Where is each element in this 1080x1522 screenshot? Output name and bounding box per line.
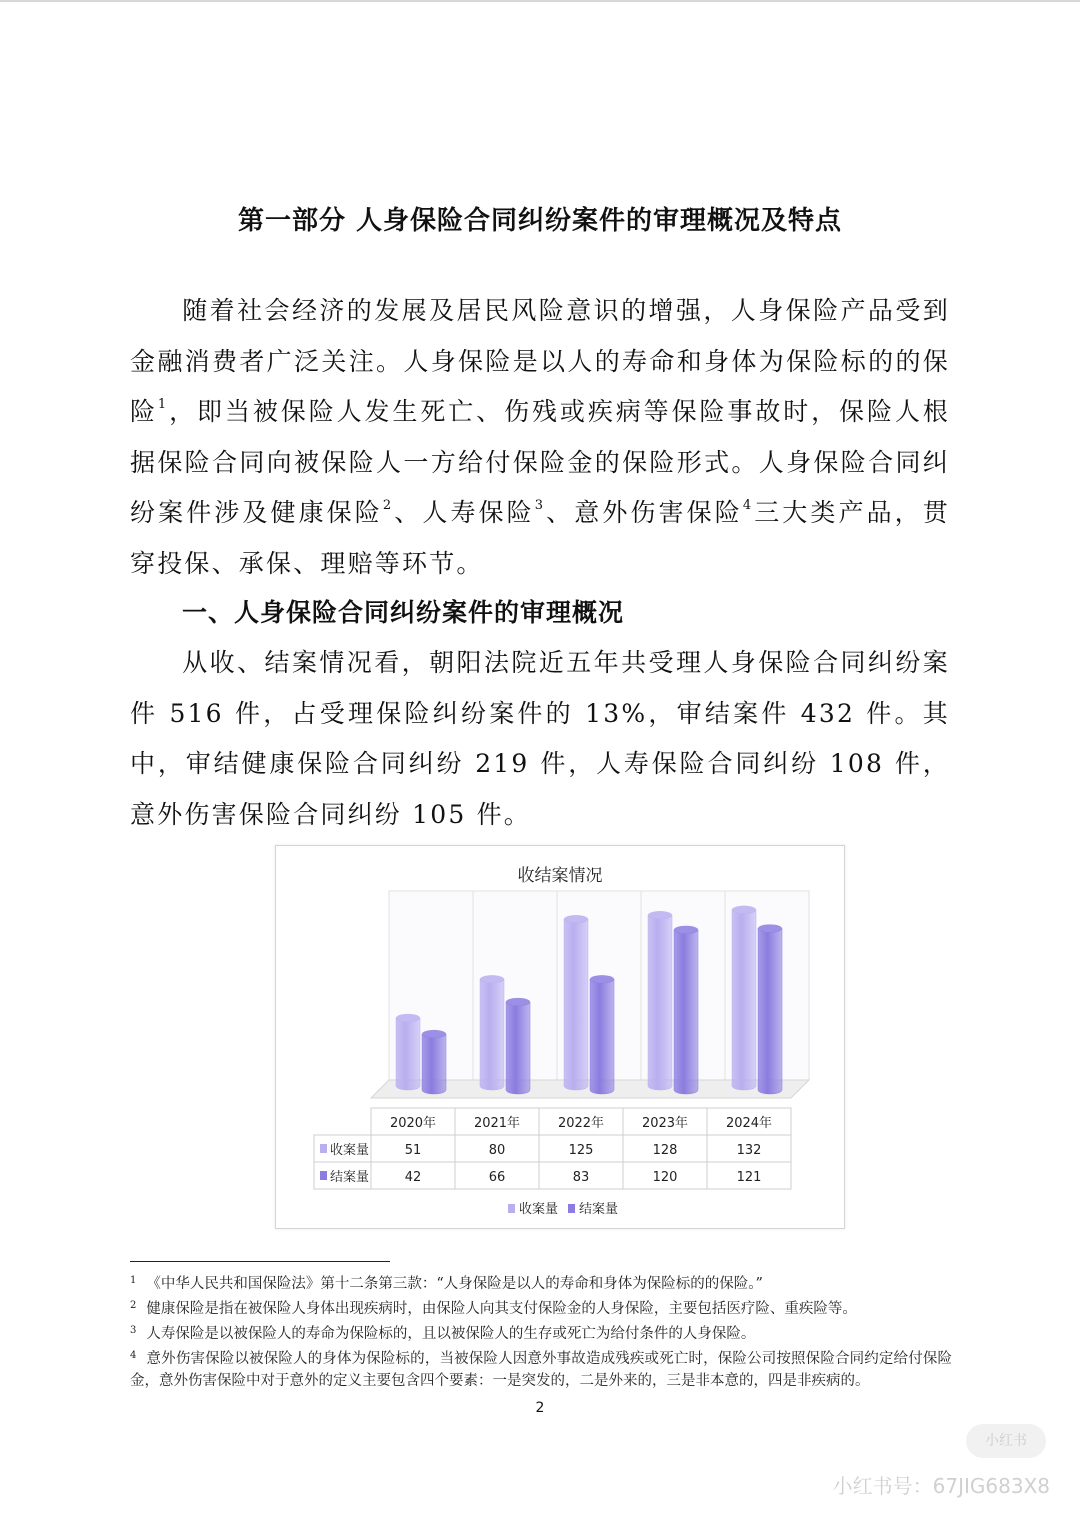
intro-text-2: ，即当被保险人发生死亡、伤残或疾病等保险事故时，保险人根据保险合同向被保险人一方给付保险金的保险形式。人身保险合同纠纷案件涉及健康保险 [130,397,950,528]
bar-结案量-2022年 [590,979,614,1094]
intro-paragraph [130,286,950,590]
table-value: 128 [652,1143,678,1158]
table-value: 51 [404,1143,422,1158]
top-border [0,0,1080,2]
footnotes [130,1270,952,1392]
page-number: 2 [535,1400,545,1416]
legend-swatch-1 [568,1204,575,1213]
section-heading: 一、人身保险合同纠纷案件的审理概况 [182,598,625,627]
table-category-label: 2022年 [557,1116,605,1131]
table-category-label: 2021年 [473,1116,521,1131]
footnote-ref-4[interactable]: 4 [742,498,754,514]
bar-top-结案量-2021年 [506,998,530,1006]
footnote-ref-1[interactable]: 1 [157,397,169,413]
table-series-swatch [320,1171,327,1180]
watermark-id: 小红书号：67JIG683X8 [832,1474,1050,1498]
footnote-ref-2[interactable]: 2 [382,498,394,514]
table-category-label: 2024年 [725,1116,773,1131]
table-series-swatch [320,1144,327,1153]
bar-收案量-2021年 [480,979,504,1090]
table-category-label: 2020年 [389,1116,437,1131]
bar-top-收案量-2023年 [648,911,672,919]
table-series-label: 结案量 [330,1170,370,1185]
footnote-divider [130,1261,390,1262]
bar-收案量-2023年 [648,915,672,1090]
bar-top-收案量-2020年 [396,1014,420,1022]
footnote-4: $^4$ 意外伤害保险以被保险人的身体为保险标的，当被保险人因意外事故造成残疾或死亡时，保险公司按照保险合同约定给付保险金，意外伤害保险中对于意外的定义主要包含四个要素：一是突发的，二是外来的，三是非本意的，四是非疾病的。 [130,1350,952,1389]
bar-top-收案量-2022年 [564,915,588,923]
table-value: 83 [572,1170,590,1185]
table-series-label: 收案量 [330,1143,370,1158]
legend-swatch-0 [508,1204,515,1213]
table-value: 132 [736,1143,762,1158]
bar-top-收案量-2024年 [732,906,756,914]
overview-paragraph [130,638,950,840]
bar-结案量-2021年 [506,1002,530,1094]
overview-text: 从收、结案情况看，朝阳法院近五年共受理人身保险合同纠纷案件 516 件，占受理保险纠纷案件的 13%，审结案件 432 件。其中，审结健康保险合同纠纷 219 件，人寿保险合同纠纷 108 件，意外伤害保险合同纠纷 105 件。 [130,648,950,829]
chart-svg [276,846,844,1228]
watermark-logo: 小红书 [966,1424,1046,1458]
bar-结案量-2020年 [422,1034,446,1094]
page-title: 第一部分 人身保险合同纠纷案件的审理概况及特点 [237,206,843,236]
bar-收案量-2020年 [396,1018,420,1090]
intro-text-1: 随着社会经济的发展及居民风险意识的增强，人身保险产品受到金融消费者广泛关注。人身保险是以人的寿命和身体为保险标的的保险 [130,296,950,427]
legend-label-1: 结案量 [579,1202,619,1217]
intro-text-5: 三大类产品，贯穿投保、承保、理赔等环节。 [130,498,950,578]
bar-结案量-2024年 [758,928,782,1094]
bar-top-收案量-2021年 [480,975,504,983]
chart-title: 收结案情况 [517,866,603,886]
table-value: 125 [568,1143,594,1158]
table-value: 120 [652,1170,678,1185]
bar-top-结案量-2024年 [758,924,782,932]
footnote-2: $^2$ 健康保险是指在被保险人身体出现疾病时，由保险人向其支付保险金的人身保险，主要包括医疗险、重疾险等。 [130,1300,857,1317]
table-value: 121 [736,1170,762,1185]
intro-text-4: 、意外伤害保险 [545,498,743,528]
bar-收案量-2024年 [732,910,756,1090]
bar-收案量-2022年 [564,919,588,1090]
table-value: 80 [488,1143,506,1158]
footnote-ref-3[interactable]: 3 [534,498,546,514]
intro-text-3: 、人寿保险 [393,498,535,528]
bar-结案量-2023年 [674,930,698,1094]
table-value: 66 [488,1170,506,1185]
bar-top-结案量-2023年 [674,926,698,934]
footnote-1: $^1$ 《中华人民共和国保险法》第十二条第三款：“人身保险是以人的寿命和身体为保险标的的保险。” [130,1275,763,1292]
footnote-3: $^3$ 人寿保险是以被保险人的寿命为保险标的，且以被保险人的生存或死亡为给付条件的人身保险。 [130,1325,756,1342]
table-category-label: 2023年 [641,1116,689,1131]
bar-top-结案量-2022年 [590,975,614,983]
case-chart [275,845,845,1229]
bar-top-结案量-2020年 [422,1030,446,1038]
table-value: 42 [404,1170,422,1185]
legend-label-0: 收案量 [519,1202,559,1217]
